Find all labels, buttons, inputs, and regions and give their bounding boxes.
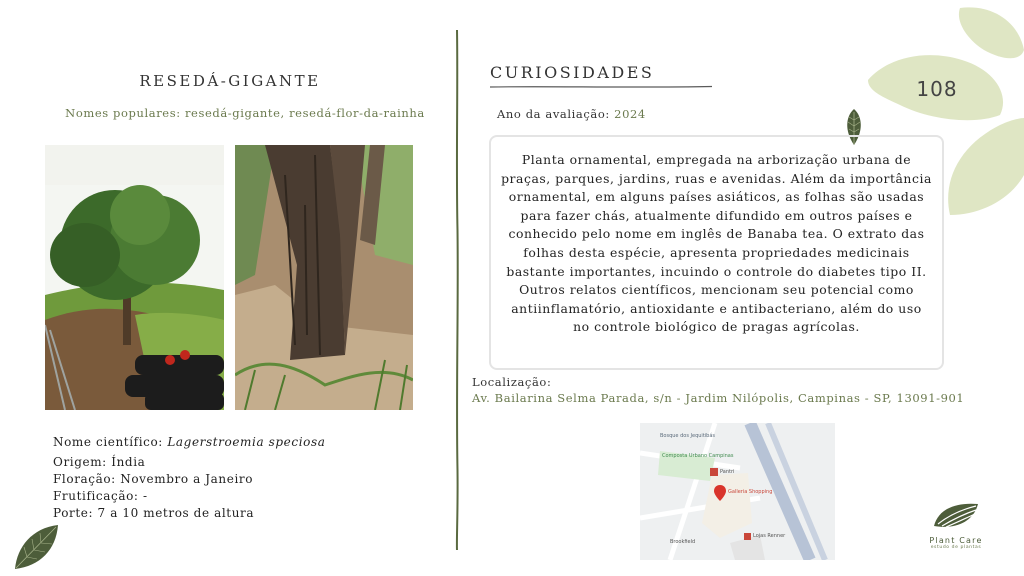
curiosities-title: CURIOSIDADES [490,63,655,82]
fruiting-value: - [142,489,148,503]
flowering-label: Floração: [53,472,116,486]
popular-names-value: resedá-gigante, resedá-flor-da-rainha [184,106,425,120]
trunk-photo [235,145,413,410]
fruiting-label: Frutificação: [53,489,139,503]
location-label: Localização: [472,375,552,389]
leaf-icon-bottom-left [12,522,62,572]
location-map [640,423,835,560]
flowering-row [53,471,325,488]
brand-block [910,500,1002,550]
curiosities-text: Planta ornamental, empregada na arborização urbana de praças, parques, jardins, ruas e avenidas. Além da importância ornamental, em alguns países asiáticos, as folhas são usadas para fazer chás, atualmente difundido em outros países e conhecido pelo nome em inglês de Banaba tea. O extrato das folhas desta espécie, apresenta propriedades medicinais bastante importantes, incuindo o controle do diabetes tipo II. Outros relatos científicos, mencionam seu potencial como antiinflamatório, antioxidante e antibacteriano, além do uso no controle biológico de pragas agrícolas. [489,135,944,370]
map-label-4: Galleria Shopping [728,489,773,495]
title-underline [490,84,712,90]
popular-names [0,106,490,120]
evaluation-year-label: Ano da avaliação: [497,107,610,121]
size-label: Porte: [53,506,94,520]
fruiting-row [53,488,325,505]
brand-name: Plant Care [929,536,983,545]
scientific-name-label: Nome científico: [53,435,163,449]
scientific-name-row [53,434,325,451]
tree-photo [45,145,224,410]
map-label-6: Brookfield [670,539,696,545]
origin-row [53,454,325,471]
location-value: Av. Bailarina Selma Parada, s/n - Jardim Nilópolis, Campinas - SP, 13091-901 [472,391,965,405]
evaluation-year [497,107,646,121]
brand-tagline: estudo de plantas [930,545,982,550]
brand-logo-icon [930,500,982,532]
map-label-1: Bosque dos Jequitibás [660,433,716,439]
map-label-2: Composta Urbano Campinas [662,453,734,459]
evaluation-year-value: 2024 [614,107,646,121]
scientific-name-value: Lagerstroemia speciosa [167,435,326,449]
map-label-3: Pantri [720,469,735,475]
size-row [53,505,325,522]
page-number: 108 [916,77,958,101]
plant-common-name: RESEDÁ-GIGANTE [139,72,321,90]
plant-facts [53,434,325,522]
origin-label: Origem: [53,455,107,469]
map-label-5: Lojas Renner [753,533,786,539]
column-divider [453,30,461,550]
origin-value: Índia [111,455,146,469]
flowering-value: Novembro a Janeiro [120,472,254,486]
size-value: 7 a 10 metros de altura [97,506,255,520]
popular-names-label: Nomes populares: [65,106,181,120]
